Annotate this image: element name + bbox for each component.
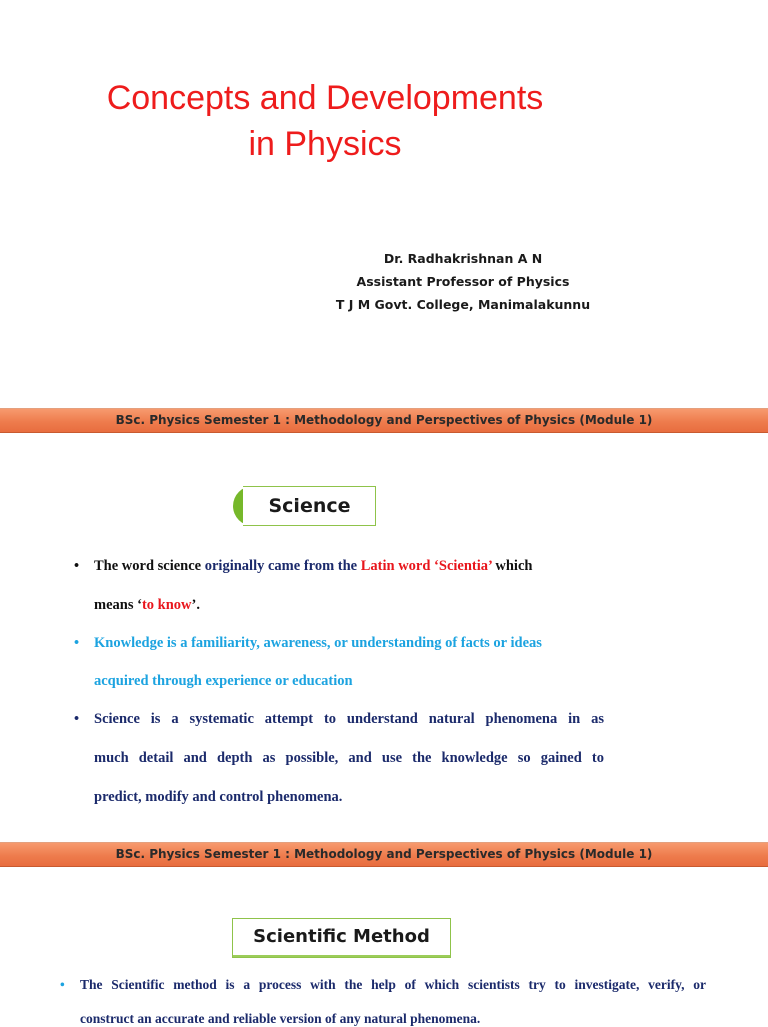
bullet1-highlight: Latin word ‘Scientia’ <box>360 558 492 574</box>
author-name: Dr. Radhakrishnan A N <box>383 251 543 266</box>
bullet1-text-c: which <box>491 558 533 574</box>
bullet3-line2: much detail and depth as possible, and use the knowledge so gained to <box>94 750 604 766</box>
bullet3-line3: predict, modify and control phenomena. <box>94 789 343 805</box>
bullet-dot-icon: • <box>74 635 80 651</box>
banner-text: BSc. Physics Semester 1 : Methodology and Perspectives of Physics (Module 1) <box>115 847 653 861</box>
bullet1-line2-b: ’. <box>191 597 200 613</box>
bullet-dot-icon: • <box>74 558 80 574</box>
bullet2-line2: acquired through experience or education <box>94 673 353 689</box>
slide-footer-banner <box>0 842 768 867</box>
bullet1-line2-a: means ‘ <box>94 597 142 613</box>
title-line-1: Concepts and Developments <box>106 79 544 117</box>
bullet1-line2-highlight: to know <box>141 597 192 613</box>
bullet1-text-b: originally came from the <box>204 558 361 574</box>
slide-footer-banner <box>0 408 768 433</box>
bullet3-line1: Science is a systematic attempt to understand natural phenomena in as <box>94 711 604 727</box>
method-line1: The Scientific method is a process with the help of which scientists try to investigate, verify, or <box>80 977 706 992</box>
scientific-method-heading: Scientific Method <box>253 926 430 947</box>
title-line-2: in Physics <box>248 125 402 163</box>
bullet2-line1: Knowledge is a familiarity, awareness, or understanding of facts or ideas <box>94 635 542 651</box>
method-line2: construct an accurate and reliable version of any natural phenomena. <box>80 1011 481 1026</box>
author-position: Assistant Professor of Physics <box>356 274 570 289</box>
bullet1-text-a: The word science <box>94 558 205 574</box>
title-slide <box>0 0 768 406</box>
author-college: T J M Govt. College, Manimalakunnu <box>335 297 591 312</box>
science-heading: Science <box>268 495 351 517</box>
bullet-dot-icon: • <box>60 977 65 992</box>
bullet-dot-icon: • <box>74 711 80 727</box>
banner-text: BSc. Physics Semester 1 : Methodology and Perspectives of Physics (Module 1) <box>115 413 653 427</box>
